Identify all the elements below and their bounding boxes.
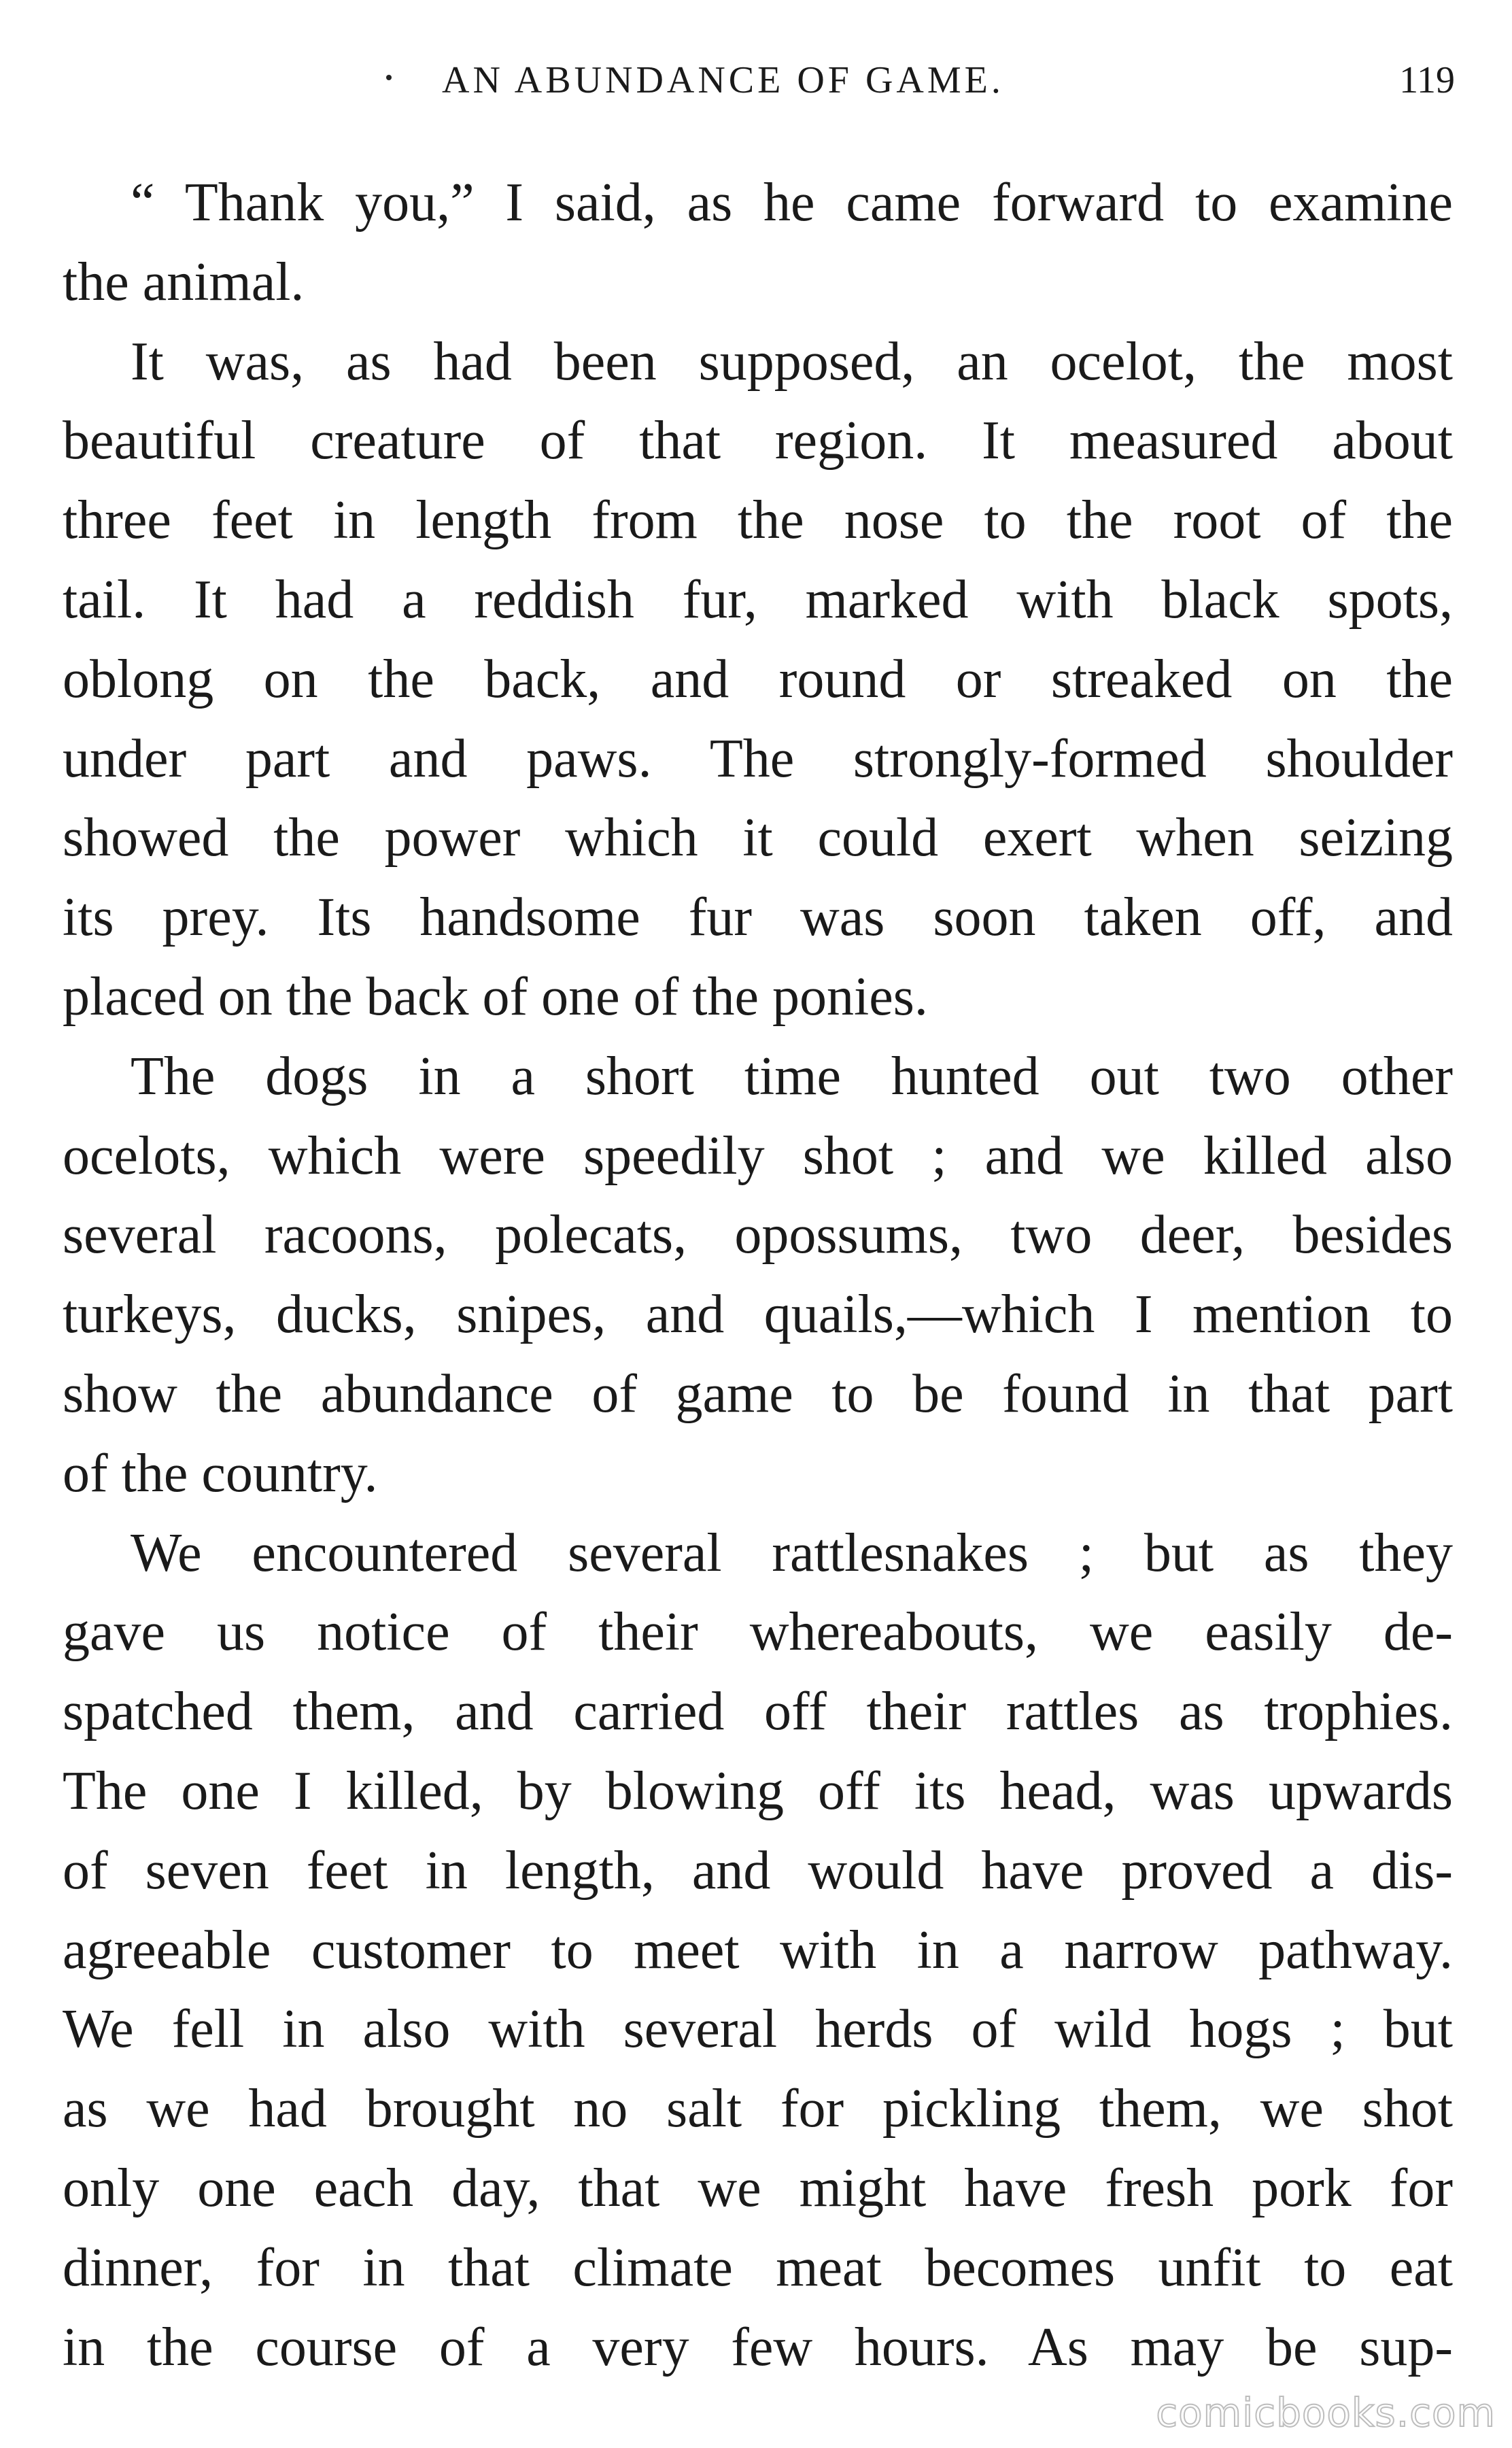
text-line: ocelots, which were speedily shot ; and we killed also bbox=[63, 1125, 1453, 1186]
text-line: show the abundance of game to be found in that part bbox=[63, 1363, 1453, 1424]
text-line: It was, as had been supposed, an ocelot, the most bbox=[131, 331, 1453, 392]
text-line: showed the power which it could exert when seizing bbox=[63, 808, 1453, 868]
text-line: gave us notice of their whereabouts, we easily de- bbox=[63, 1602, 1453, 1663]
text-line: beautiful creature of that region. It measured about bbox=[63, 411, 1453, 471]
running-title: AN ABUNDANCE OF GAME. bbox=[442, 59, 1004, 101]
text-line: its prey. Its handsome fur was soon taken off, and bbox=[63, 887, 1453, 948]
text-line: dinner, for in that climate meat becomes unfit to eat bbox=[63, 2237, 1453, 2298]
text-line: in the course of a very few hours. As may be sup- bbox=[63, 2317, 1453, 2377]
text-line: agreeable customer to meet with in a narrow pathway. bbox=[63, 1920, 1453, 1980]
text-line: We encountered several rattlesnakes ; but as they bbox=[131, 1523, 1453, 1583]
text-line: tail. It had a reddish fur, marked with black spots, bbox=[63, 569, 1453, 630]
text-line: oblong on the back, and round or streaked on the bbox=[63, 649, 1453, 709]
page-number: 119 bbox=[1399, 59, 1455, 101]
text-line: of the country. bbox=[63, 1443, 378, 1503]
watermark: comicbooks.com bbox=[1156, 2390, 1496, 2436]
text-line: the animal. bbox=[63, 252, 305, 312]
text-line: three feet in length from the nose to the root of the bbox=[63, 490, 1453, 551]
page-header bbox=[61, 54, 1455, 116]
body-text bbox=[63, 163, 1453, 2387]
text-line: The one I killed, by blowing off its head, was upwards bbox=[63, 1761, 1453, 1821]
text-line: turkeys, ducks, snipes, and quails,—which I mention to bbox=[63, 1285, 1453, 1345]
text-line: several racoons, polecats, opossums, two deer, besides bbox=[63, 1205, 1453, 1265]
text-line: under part and paws. The strongly-formed shoulder bbox=[63, 728, 1453, 789]
text-line: We fell in also with several herds of wild hogs ; but bbox=[63, 1999, 1453, 2060]
ink-speck bbox=[386, 75, 392, 80]
text-line: as we had brought no salt for pickling them, we shot bbox=[63, 2079, 1453, 2139]
text-line: “ Thank you,” I said, as he came forward to examine bbox=[131, 173, 1453, 233]
text-line: only one each day, that we might have fresh pork for bbox=[63, 2158, 1453, 2218]
text-line: placed on the back of one of the ponies. bbox=[63, 966, 928, 1027]
text-line: of seven feet in length, and would have proved a dis- bbox=[63, 1840, 1453, 1901]
text-line: spatched them, and carried off their rattles as trophies. bbox=[63, 1682, 1453, 1742]
text-line: The dogs in a short time hunted out two other bbox=[131, 1046, 1453, 1106]
